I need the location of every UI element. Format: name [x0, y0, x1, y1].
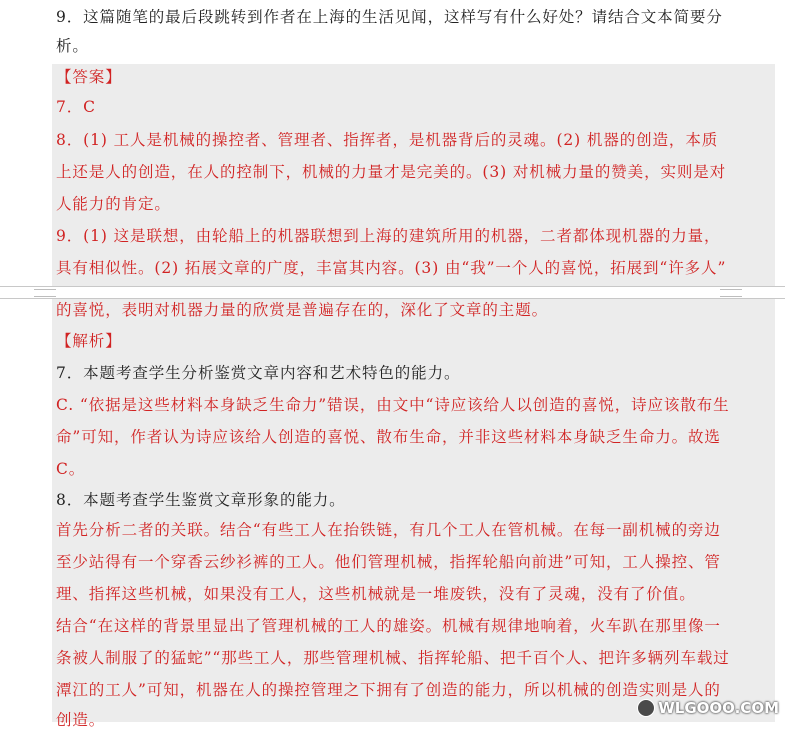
analysis-7-line-1: C. “依据是这些材料本身缺乏生命力”错误，由文中“诗应该给人以创造的喜悦，诗应该散布生	[56, 396, 730, 414]
answer-8-line-1: 8．(1) 工人是机械的操控者、管理者、指挥者，是机器背后的灵魂。(2) 机器的创造，本质	[56, 131, 719, 149]
answer-8-line-3: 人能力的肯定。	[56, 195, 171, 213]
page-break-right-marker	[720, 289, 742, 297]
answer-8-line-2: 上还是人的创造，在人的控制下，机械的力量才是完美的。(3) 对机械力量的赞美，实则是对	[56, 163, 727, 181]
analysis-7-title: 7．本题考查学生分析鉴赏文章内容和艺术特色的能力。	[56, 364, 461, 382]
analysis-8-line-1: 首先分析二者的关联。结合“有些工人在抬铁链，有几个工人在管机械。在每一副机械的旁边	[56, 521, 721, 539]
page-break-left-marker	[34, 289, 56, 297]
question-9-line-1: 9．这篇随笔的最后段跳转到作者在上海的生活见闻，这样写有什么好处？请结合文本简要分	[56, 8, 723, 26]
answer-header: 【答案】	[56, 68, 122, 86]
watermark-logo-icon	[637, 699, 655, 717]
answer-9-line-2: 具有相似性。(2) 拓展文章的广度，丰富其内容。(3) 由“我”一个人的喜悦，拓展到“许多人”	[56, 259, 727, 277]
analysis-8-title: 8．本题考查学生鉴赏文章形象的能力。	[56, 491, 346, 509]
analysis-8-line-4: 结合“在这样的背景里显出了管理机械的工人的雄姿。机械有规律地响着，火车趴在那里像一	[56, 617, 721, 635]
analysis-8-line-7: 创造。	[56, 711, 106, 729]
question-9-line-2: 析。	[56, 37, 89, 55]
analysis-header: 【解析】	[56, 332, 122, 350]
site-watermark	[637, 698, 779, 718]
answer-9-line-3: 的喜悦，表明对机器力量的欣赏是普遍存在的，深化了文章的主题。	[56, 301, 549, 319]
answer-7: 7．C	[56, 98, 96, 116]
analysis-8-line-5: 条被人制服了的猛蛇”“那些工人，那些管理机械、指挥轮船、把千百个人、把许多辆列车载过	[56, 649, 730, 667]
analysis-8-line-6: 潭江的工人”可知，机器在人的操控管理之下拥有了创造的能力，所以机械的创造实则是人的	[56, 681, 721, 699]
analysis-7-line-2: 命”可知，作者认为诗应该给人创造的喜悦、散布生命，并非这些材料本身缺乏生命力。故选	[56, 428, 721, 446]
analysis-7-line-3: C。	[56, 460, 86, 478]
analysis-8-line-2: 至少站得有一个穿香云纱衫裤的工人。他们管理机械，指挥轮船向前进”可知，工人操控、管	[56, 553, 721, 571]
answer-9-line-1: 9．(1) 这是联想，由轮船上的机器联想到上海的建筑所用的机器，二者都体现机器的力量，	[56, 227, 721, 245]
analysis-8-line-3: 理、指挥这些机械，如果没有工人，这些机械就是一堆废铁，没有了灵魂，没有了价值。	[56, 585, 696, 603]
watermark-text: WLGOOO.COM	[658, 699, 779, 717]
